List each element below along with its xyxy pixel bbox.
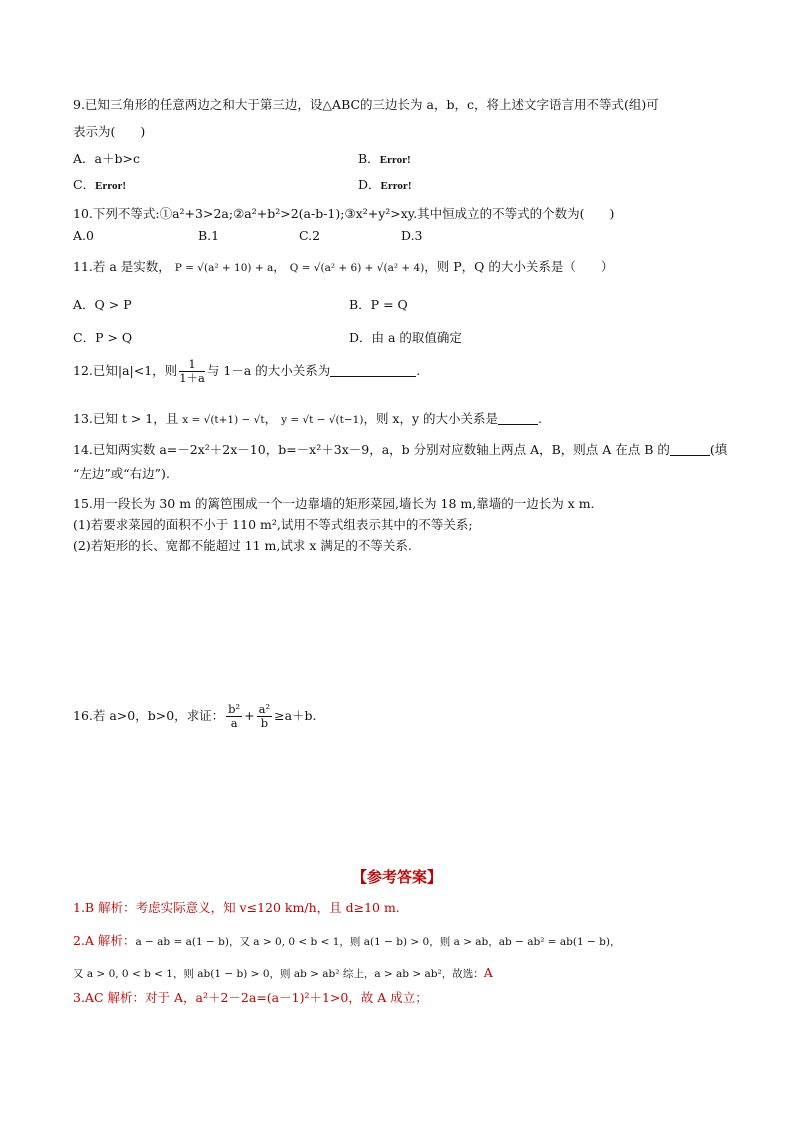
q9-option-b-label: B． (358, 151, 380, 166)
q12-answer-blank[interactable] (330, 364, 416, 377)
answers-title: 【参考答案】 (351, 868, 442, 886)
q9-option-d-label: D． (358, 177, 381, 192)
answer-3: 3.AC 解析：对于 A，a²＋2－2a=(a－1)²＋1>0，故 A 成立； (73, 990, 428, 1005)
q14-line-2: “左边”或“右边”). (73, 466, 170, 481)
answer-2-prefix: 2.A 解析： (73, 933, 136, 948)
q15-line-3: (2)若矩形的长、宽都不能超过 11 m,试求 x 满足的不等关系. (73, 538, 412, 553)
q9-option-d-error: Error! (380, 180, 412, 192)
q11-suffix: ，则 P，Q 的大小关系是（ ） (424, 259, 614, 274)
q14-line-1-text: 14.已知两实数 a=－2x²＋2x－10，b=－x²＋3x－9，a，b 分别对应数轴上两点 A，B，则点 A 在点 B 的 (73, 442, 670, 457)
q10-option-b: B.1 (198, 228, 220, 243)
q12-end: . (416, 363, 421, 378)
q16-fraction-1-numerator: b² (228, 702, 241, 716)
q10-option-c: C.2 (299, 228, 321, 243)
q9-line-1: 9.已知三角形的任意两边之和大于第三边，设△ABC的三边长为 a，b，c，将上述文字语言用不等式(组)可 (73, 97, 659, 112)
q15-line-1: 15.用一段长为 30 m 的篱笆围成一个一边靠墙的矩形菜园,墙长为 18 m,靠墙的一边长为 x m. (73, 496, 595, 511)
answer-2-line-2 (73, 965, 493, 982)
q11-q-expression: Q = √(a² + 6) + √(a² + 4) (289, 262, 425, 274)
q11-option-c: C．P > Q (73, 330, 133, 345)
q9-option-c (73, 177, 126, 194)
answer-2-choice: A (483, 965, 493, 980)
q13-end: . (538, 411, 542, 426)
q13-suffix: ，则 x，y 的大小关系是 (363, 411, 499, 426)
q16-prefix: 16.若 a>0，b>0，求证： (73, 708, 225, 723)
q14-answer-blank[interactable] (670, 443, 710, 456)
answer-1: 1.B 解析：考虑实际意义，知 v≤120 km/h，且 d≥10 m. (73, 900, 400, 915)
q12-suffix: 与 1－a 的大小关系为 (206, 363, 331, 378)
q10-option-d: D.3 (401, 228, 423, 243)
q11-line: 11.若 a 是实数， P = √(a² + 10) + a， Q = √(a² + 6) + √(a² + 4)，则 P，Q 的大小关系是（ ） (73, 259, 614, 274)
q12-line (73, 356, 420, 386)
q9-option-b (358, 151, 411, 168)
q16-fraction-2 (257, 703, 272, 730)
answer-2-math-2: 又 a > 0, 0 < b < 1，则 ab(1 − b) > 0，则 ab > ab² 综上，a > ab > ab²，故选： (73, 968, 484, 980)
q12-fraction-numerator: 1 (179, 358, 205, 372)
q16-fraction-1 (226, 703, 242, 730)
q11-option-b: B．P = Q (349, 297, 408, 312)
q9-option-c-label: C． (73, 177, 96, 192)
q16-fraction-2-denominator: b (260, 716, 269, 730)
q11-option-d: D．由 a 的取值确定 (349, 330, 462, 345)
q13-x-expression: x = √(t+1) − √t (182, 414, 265, 426)
q13-y-expression: y = √t − √(t−1) (281, 414, 364, 426)
q16-line (73, 699, 317, 733)
answer-2-math: a − ab = a(1 − b)，又 a > 0, 0 < b < 1，则 a(1 − b) > 0，则 a > ab，ab − ab² = ab(1 − b)， (135, 936, 621, 948)
q9-option-d (358, 177, 411, 194)
q9-option-b-error: Error! (379, 154, 411, 166)
q16-fraction-2-numerator: a² (258, 702, 271, 716)
q11-p-expression: P = √(a² + 10) + a (174, 262, 274, 274)
q9-line-2: 表示为( ) (73, 124, 146, 139)
q12-fraction (179, 358, 205, 385)
q12-fraction-denominator: 1＋a (179, 371, 205, 385)
q15-line-2: (1)若要求菜园的面积不小于 110 m²,试用不等式组表示其中的不等关系; (73, 517, 473, 532)
q14-line-1-end: (填 (709, 442, 728, 457)
answer-2-line-1 (73, 933, 620, 950)
q16-plus: + (244, 708, 255, 723)
q10-option-a: A.0 (73, 228, 94, 243)
q10-line-1: 10.下列不等式:①a²+3>2a;②a²+b²>2(a-b-1);③x²+y²>xy.其中恒成立的不等式的个数为( ) (73, 206, 615, 221)
q12-prefix: 12.已知|a|<1，则 (73, 363, 178, 378)
q9-option-c-error: Error! (95, 180, 127, 192)
q16-fraction-1-denominator: a (230, 716, 238, 730)
q11-prefix: 11.若 a 是实数， (73, 259, 171, 274)
q13-line: 13.已知 t > 1，且 x = √(t+1) − √t， y = √t − √(t−1)，则 x，y 的大小关系是 . (73, 411, 542, 426)
q9-option-a: A．a＋b>c (73, 151, 140, 166)
q16-suffix: ≥a＋b. (274, 708, 317, 723)
q13-answer-blank[interactable] (498, 412, 538, 425)
q13-prefix: 13.已知 t > 1，且 (73, 411, 179, 426)
q14-line-1 (73, 442, 727, 458)
q11-option-a: A．Q > P (73, 297, 132, 312)
